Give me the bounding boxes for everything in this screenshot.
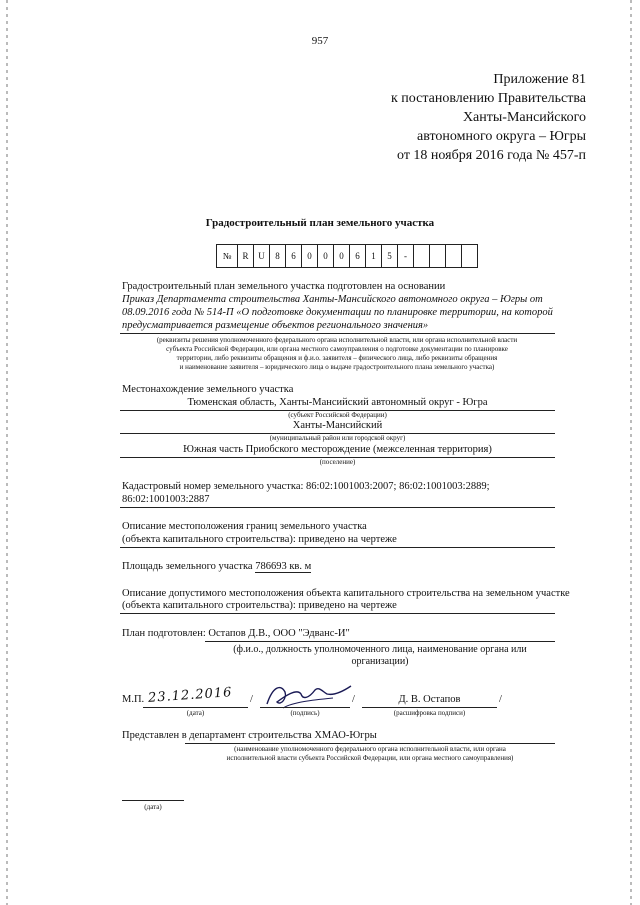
cadastral-line-2: 86:02:1001003:2887 — [122, 494, 210, 505]
location-settlement: Южная часть Приобского месторождение (межселенная территория) — [183, 444, 492, 455]
prepared-line — [122, 628, 350, 639]
appendix-line-3: Ханты-Мансийского — [462, 110, 586, 125]
boundaries-underline — [120, 547, 555, 548]
signature-note: (подпись) — [290, 709, 320, 717]
submitted-label: Представлен в департамент строительства ХМАО-Югры — [122, 730, 377, 741]
number-cell: 8 — [269, 244, 286, 268]
number-cell — [429, 244, 446, 268]
cadastral-underline — [120, 507, 555, 508]
handwritten-signature — [263, 678, 355, 710]
submitted-note-1: (наименование уполномоченного федерального органа исполнительной власти, или органа — [234, 745, 506, 753]
appendix-header — [391, 70, 586, 165]
signer-note: (расшифровка подписи) — [393, 709, 466, 717]
location-label: Местонахождение земельного участка — [122, 384, 294, 395]
number-cell: № — [216, 244, 238, 268]
number-cell — [413, 244, 430, 268]
area-label: Площадь земельного участка — [122, 561, 253, 572]
prepared-value: Остапов Д.В., ООО "Эдванс-И" — [208, 628, 350, 639]
basis-order-line-1: Приказ Департамента строительства Ханты-Мансийского автономного округа – Югры от — [122, 294, 543, 305]
area-line — [122, 561, 311, 572]
number-cell: 0 — [301, 244, 318, 268]
number-cell: 0 — [317, 244, 334, 268]
handwritten-date: 23.12.2016 — [147, 685, 233, 706]
number-cell: R — [237, 244, 254, 268]
right-scan-edge — [630, 0, 632, 905]
final-date-underline — [122, 800, 184, 801]
date-underline — [143, 707, 248, 708]
basis-underline — [120, 333, 555, 334]
basis-note-1: (реквизиты решения уполномоченного федерального органа исполнительной власти, или органа исполнительной власти — [156, 336, 518, 344]
signer-name: Д. В. Остапов — [398, 694, 461, 705]
basis-note-2: субъекта Российской Федерации, или органа местного самоуправления о подготовке документации по планировке — [166, 345, 508, 353]
prepared-note-1: (ф.и.о., должность уполномоченного лица, наименование органа или — [233, 644, 527, 655]
date-note: (дата) — [186, 709, 205, 717]
submitted-underline — [185, 743, 555, 744]
subject-note: (субъект Российской Федерации) — [288, 411, 387, 419]
placement-line-1: Описание допустимого местоположения объекта капитального строительства на земельном участке — [122, 588, 570, 599]
prepared-underline — [205, 641, 555, 642]
signer-underline — [362, 707, 497, 708]
left-scan-edge — [6, 0, 8, 905]
submitted-note-2: исполнительной власти субъекта Российской Федерации, или органа местного самоуправления) — [226, 754, 514, 762]
slash-1: / — [250, 694, 253, 705]
appendix-line-1: Приложение 81 — [493, 72, 586, 87]
number-cell: 6 — [285, 244, 302, 268]
number-cell: 5 — [381, 244, 398, 268]
area-value: 786693 кв. м — [255, 561, 312, 572]
number-cell: U — [253, 244, 270, 268]
location-subject: Тюменская область, Ханты-Мансийский автономный округ - Югра — [187, 397, 488, 408]
slash-2: / — [352, 694, 355, 705]
slash-3: / — [499, 694, 502, 705]
prepared-label: План подготовлен: — [122, 628, 206, 639]
boundaries-line-2: (объекта капитального строительства): приведено на чертеже — [122, 534, 397, 545]
final-date-note: (дата) — [144, 803, 162, 811]
placement-line-2: (объекта капитального строительства): приведено на чертеже — [122, 600, 397, 611]
basis-note-3: территории, либо реквизиты обращения и ф.и.о. заявителя – физического лица, либо реквизиты обращения — [176, 354, 498, 362]
basis-note-4: и наименование заявителя – юридического лица о выдаче градостроительного плана земельного участка) — [179, 363, 495, 371]
location-district: Ханты-Мансийский — [292, 420, 383, 431]
appendix-line-4: автономного округа – Югры — [417, 129, 586, 144]
basis-order-line-2: 08.09.2016 года № 514-П «О подготовке документации по планировке территории, на которой — [122, 307, 553, 318]
plan-number-grid — [217, 244, 478, 268]
boundaries-line-1: Описание местоположения границ земельного участка — [122, 521, 367, 532]
appendix-line-2: к постановлению Правительства — [390, 91, 586, 106]
prepared-note-2: организации) — [351, 656, 409, 667]
number-cell: 6 — [349, 244, 366, 268]
cadastral-line-1: Кадастровый номер земельного участка: 86:02:1001003:2007; 86:02:1001003:2889; — [122, 481, 490, 492]
settlement-note: (поселение) — [319, 458, 356, 466]
appendix-line-5: от 18 ноября 2016 года № 457-п — [397, 148, 586, 163]
page-number: 957 — [311, 35, 329, 47]
number-cell: 0 — [333, 244, 350, 268]
mp-label: М.П. — [122, 694, 145, 705]
basis-intro: Градостроительный план земельного участка подготовлен на основании — [122, 281, 446, 292]
number-cell: 1 — [365, 244, 382, 268]
basis-order-line-3: предусматривается размещение объектов регионального значения» — [122, 320, 429, 331]
number-cell — [461, 244, 478, 268]
signature-underline — [260, 707, 350, 708]
document-title: Градостроительный план земельного участка — [205, 217, 435, 229]
district-note: (муниципальный район или городской округ) — [269, 434, 406, 442]
placement-underline — [120, 613, 555, 614]
number-cell: - — [397, 244, 414, 268]
number-cell — [445, 244, 462, 268]
